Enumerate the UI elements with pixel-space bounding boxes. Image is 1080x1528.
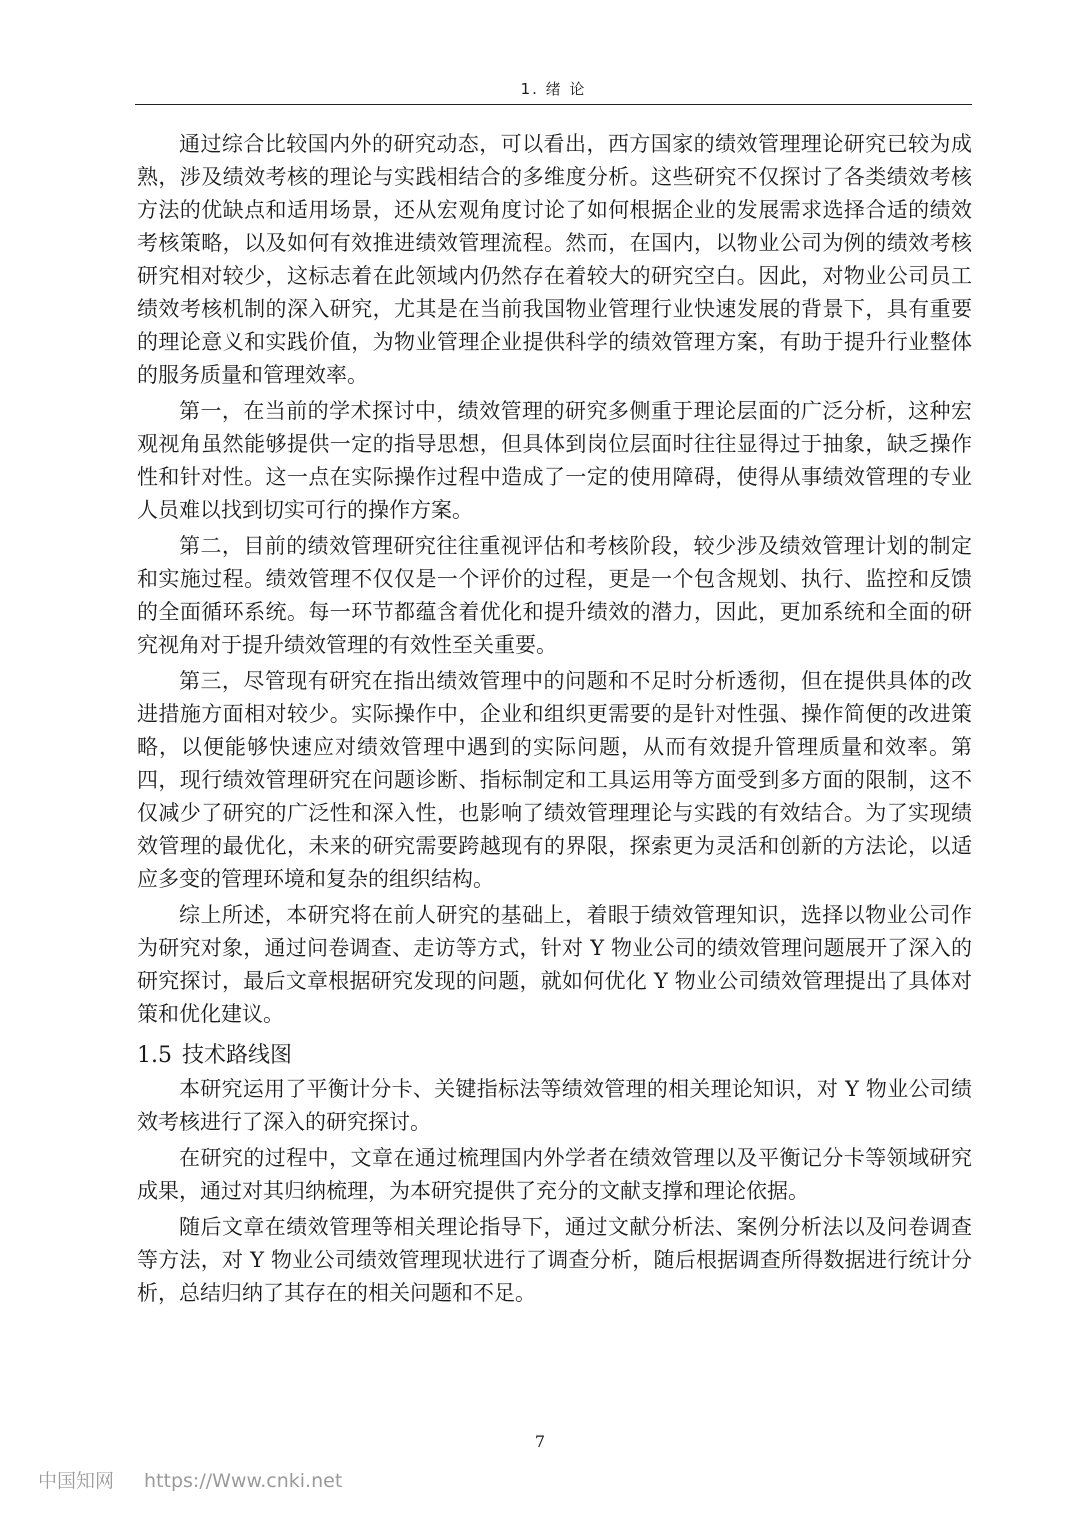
watermark <box>38 1466 342 1493</box>
paragraph: 随后文章在绩效管理等相关理论指导下，通过文献分析法、案例分析法以及问卷调查等方法，对 Y 物业公司绩效管理现状进行了调查分析，随后根据调查所得数据进行统计分析，总结归纳了其存在的相关问题和不足。 <box>137 1215 972 1305</box>
section-title: 技术路线图 <box>182 1043 293 1068</box>
paragraph: 第二，目前的绩效管理研究往往重视评估和考核阶段，较少涉及绩效管理计划的制定和实施过程。绩效管理不仅仅是一个评价的过程，更是一个包含规划、执行、监控和反馈的全面循环系统。每一环节都蕴含着优化和提升绩效的潜力，因此，更加系统和全面的研究视角对于提升绩效管理的有效性至关重要。 <box>137 534 972 657</box>
paragraph: 本研究运用了平衡计分卡、关键指标法等绩效管理的相关理论知识，对 Y 物业公司绩效考核进行了深入的研究探讨。 <box>137 1077 972 1134</box>
paragraph: 综上所述，本研究将在前人研究的基础上，着眼于绩效管理知识，选择以物业公司作为研究对象，通过问卷调查、走访等方式，针对 Y 物业公司的绩效管理问题展开了深入的研究探讨，最后文章根据研究发现的问题，就如何优化 Y 物业公司绩效管理提出了具体对策和优化建议。 <box>137 903 972 1026</box>
running-header: 1. 绪 论 <box>520 80 587 98</box>
paragraph: 通过综合比较国内外的研究动态，可以看出，西方国家的绩效管理理论研究已较为成熟，涉及绩效考核的理论与实践相结合的多维度分析。这些研究不仅探讨了各类绩效考核方法的优缺点和适用场景，还从宏观角度讨论了如何根据企业的发展需求选择合适的绩效考核策略，以及如何有效推进绩效管理流程。然而，在国内，以物业公司为例的绩效考核研究相对较少，这标志着在此领域内仍然存在着较大的研究空白。因此，对物业公司员工绩效考核机制的深入研究，尤其是在当前我国物业管理行业快速发展的背景下，具有重要的理论意义和实践价值，为物业管理企业提供科学的绩效管理方案，有助于提升行业整体的服务质量和管理效率。 <box>137 132 972 387</box>
header-rule <box>135 104 972 105</box>
section-number: 1.5 <box>137 1043 172 1068</box>
page-number: 7 <box>534 1432 546 1451</box>
body-text <box>137 128 972 1310</box>
watermark-url: https://Www.cnki.net <box>144 1470 343 1492</box>
section-heading <box>137 1039 972 1073</box>
paragraph: 在研究的过程中，文章在通过梳理国内外学者在绩效管理以及平衡记分卡等领域研究成果，通过对其归纳梳理，为本研究提供了充分的文献支撑和理论依据。 <box>137 1146 972 1203</box>
paragraph: 第一，在当前的学术探讨中，绩效管理的研究多侧重于理论层面的广泛分析，这种宏观视角虽然能够提供一定的指导思想，但具体到岗位层面时往往显得过于抽象，缺乏操作性和针对性。这一点在实际操作过程中造成了一定的使用障碍，使得从事绩效管理的专业人员难以找到切实可行的操作方案。 <box>137 399 972 522</box>
watermark-brand: 中国知网 <box>38 1470 115 1492</box>
paragraph: 第三，尽管现有研究在指出绩效管理中的问题和不足时分析透彻，但在提供具体的改进措施方面相对较少。实际操作中，企业和组织更需要的是针对性强、操作简便的改进策略，以便能够快速应对绩效管理中遇到的实际问题，从而有效提升管理质量和效率。第四，现行绩效管理研究在问题诊断、指标制定和工具运用等方面受到多方面的限制，这不仅减少了研究的广泛性和深入性，也影响了绩效管理理论与实践的有效结合。为了实现绩效管理的最优化，未来的研究需要跨越现有的界限，探索更为灵活和创新的方法论，以适应多变的管理环境和复杂的组织结构。 <box>137 669 972 891</box>
